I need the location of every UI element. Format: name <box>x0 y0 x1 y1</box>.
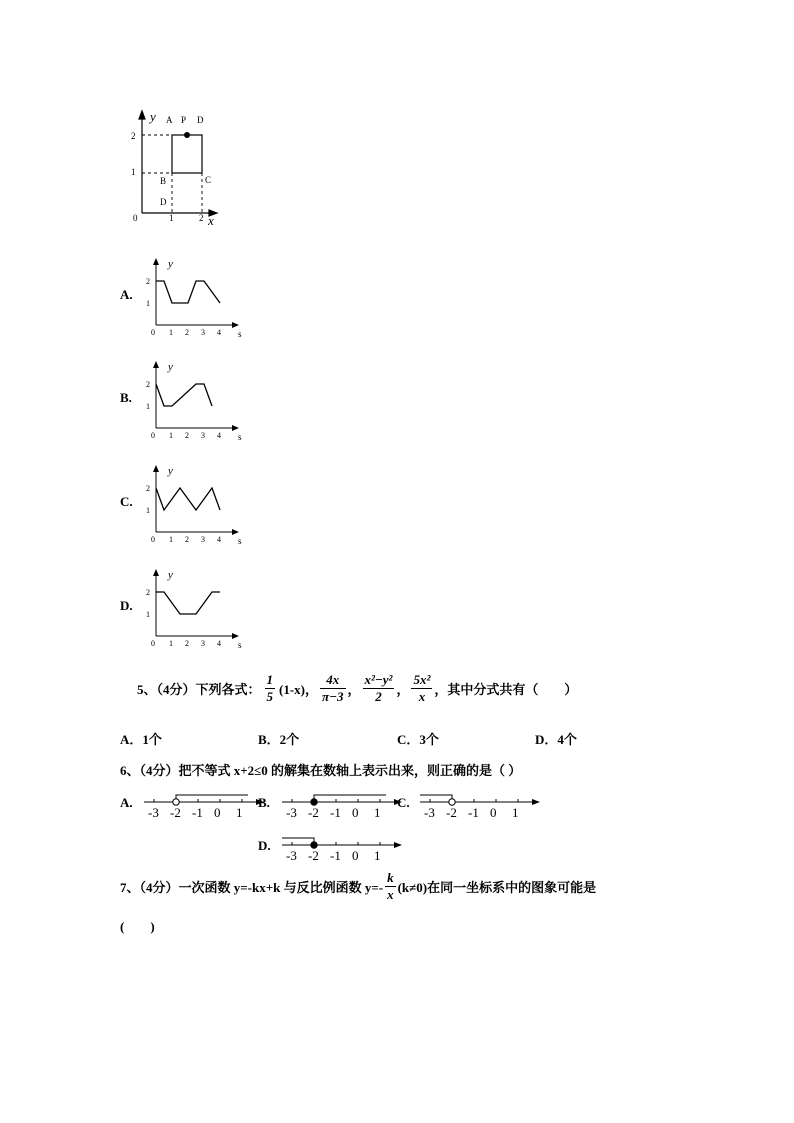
tick-x: 2 <box>185 639 189 648</box>
tick-x: 1 <box>169 535 173 544</box>
tick-label: 1 <box>374 805 381 820</box>
y-arrow <box>139 111 145 119</box>
q4-option-c-graph <box>140 462 250 544</box>
tick-y: 2 <box>146 484 150 493</box>
tick-label: 0 <box>352 848 359 863</box>
tick-x: 4 <box>217 535 221 544</box>
tick-label: -3 <box>286 848 297 863</box>
label-b: B <box>160 176 167 186</box>
label-a: A <box>166 115 173 125</box>
y-label: y <box>168 361 173 373</box>
svg-text:2: 2 <box>131 131 136 141</box>
q4-option-a-label[interactable]: A. <box>120 287 133 302</box>
y-arrow <box>153 465 159 472</box>
solution-ray <box>176 795 248 802</box>
y-label: y <box>168 258 173 270</box>
q6-option-d-label[interactable]: D. <box>258 838 271 853</box>
tick-label: -1 <box>330 848 341 863</box>
q7-paren: ( ) <box>120 919 155 934</box>
x-label: s <box>238 432 242 440</box>
q4-option-a-graph <box>140 255 250 337</box>
y-arrow <box>153 361 159 368</box>
tick-x: 4 <box>217 328 221 337</box>
label-d: D <box>197 115 204 125</box>
tick-x: 3 <box>201 328 205 337</box>
q6-text: 6、（4分）把不等式 x+2≤0 的解集在数轴上表示出来，则正确的是（ ） <box>120 763 522 778</box>
series-line <box>156 592 220 614</box>
x-arrow <box>232 322 239 328</box>
svg-text:2: 2 <box>199 213 204 223</box>
tick-x: 2 <box>185 328 189 337</box>
tick-x: 0 <box>151 431 155 440</box>
series-line <box>156 281 220 303</box>
x-label: s <box>238 536 242 544</box>
x-arrow <box>232 633 239 639</box>
y-label: y <box>168 569 173 581</box>
point-p <box>184 132 190 138</box>
q6-option-a-label[interactable]: A. <box>120 795 133 810</box>
main-figure <box>120 105 230 230</box>
tick-x: 0 <box>151 328 155 337</box>
q5-option-a[interactable]: A．1个 <box>120 732 162 747</box>
x-arrow <box>232 529 239 535</box>
tick-label: -1 <box>192 805 203 820</box>
tick-label: -2 <box>308 848 319 863</box>
tick-x: 3 <box>201 535 205 544</box>
tick-x: 1 <box>169 431 173 440</box>
axis-arrow <box>394 842 402 848</box>
square-abcd <box>172 135 202 173</box>
tick-label: -2 <box>170 805 181 820</box>
q6-option-c-numberline <box>418 790 543 822</box>
tick-x: 0 <box>151 639 155 648</box>
tick-y: 1 <box>146 506 150 515</box>
series-line <box>156 488 220 510</box>
tick-x: 4 <box>217 431 221 440</box>
open-circle <box>173 799 179 805</box>
tick-label: -3 <box>148 805 159 820</box>
tick-x: 3 <box>201 431 205 440</box>
tick-y: 2 <box>146 277 150 286</box>
x-label: s <box>238 640 242 648</box>
y-arrow <box>153 258 159 265</box>
tick-y: 2 <box>146 588 150 597</box>
tick-label: 0 <box>490 805 497 820</box>
q6-option-d-numberline <box>280 833 405 865</box>
svg-text:1: 1 <box>131 167 136 177</box>
axis-arrow <box>532 799 540 805</box>
closed-circle <box>311 842 317 848</box>
series-line <box>156 384 212 406</box>
q5-option-c[interactable]: C．3个 <box>397 732 439 747</box>
y-arrow <box>153 569 159 576</box>
q4-option-b-label[interactable]: B. <box>120 390 132 405</box>
open-circle <box>449 799 455 805</box>
tick-label: -2 <box>446 805 457 820</box>
q4-option-d-label[interactable]: D. <box>120 598 133 613</box>
solution-ray <box>282 838 314 845</box>
x-arrow <box>232 425 239 431</box>
label-p: P <box>181 115 187 125</box>
y-label: y <box>168 465 173 477</box>
solution-ray <box>314 795 386 802</box>
closed-circle <box>311 799 317 805</box>
x-label: s <box>238 329 242 337</box>
tick-label: 0 <box>214 805 221 820</box>
q5-option-d[interactable]: D．4个 <box>535 732 577 747</box>
tick-label: -1 <box>330 805 341 820</box>
tick-x: 4 <box>217 639 221 648</box>
q5-option-b[interactable]: B．2个 <box>258 732 300 747</box>
tick-x: 1 <box>169 639 173 648</box>
tick-x: 1 <box>169 328 173 337</box>
tick-label: 0 <box>352 805 359 820</box>
q5-line: 5、（4分）下列各式： $\frac{1}{5}$ (1-x)， $\frac{4x}{\pi-3}$ ， $\frac{\text{x²−y²}}{2}$ ， $\frac{\text{5x²}}{x}$ ，其中分式共有（ ） <box>137 671 578 704</box>
tick-label: -3 <box>286 805 297 820</box>
tick-label: -1 <box>468 805 479 820</box>
tick-y: 1 <box>146 610 150 619</box>
tick-label: 1 <box>374 848 381 863</box>
tick-label: -3 <box>424 805 435 820</box>
tick-y: 2 <box>146 380 150 389</box>
svg-text:1: 1 <box>169 213 174 223</box>
q6-option-b-numberline <box>280 790 405 822</box>
tick-y: 1 <box>146 299 150 308</box>
tick-x: 2 <box>185 431 189 440</box>
q4-option-b-graph <box>140 358 250 440</box>
q4-option-d-graph <box>140 566 250 648</box>
q4-option-c-label[interactable]: C. <box>120 494 133 509</box>
tick-x: 0 <box>151 535 155 544</box>
q6-option-a-numberline <box>142 790 267 822</box>
tick-label: -2 <box>308 805 319 820</box>
tick-label: 1 <box>236 805 243 820</box>
y-label: y <box>150 109 156 124</box>
tick-y: 1 <box>146 402 150 411</box>
label-c: C <box>205 175 212 185</box>
svg-text:0: 0 <box>133 213 138 223</box>
tick-x: 3 <box>201 639 205 648</box>
q6-option-b-label[interactable]: B. <box>258 795 270 810</box>
label-d2: D <box>160 197 167 207</box>
solution-ray <box>420 795 452 802</box>
q6-option-c-label[interactable]: C. <box>397 795 410 810</box>
tick-label: 1 <box>512 805 519 820</box>
q7-line: 7、（4分）一次函数 y=-kx+k 与反比例函数 y=- $\frac{k}{x}$ (k≠0)在同一坐标系中的图象可能是 <box>120 869 597 902</box>
x-label: x <box>208 213 214 228</box>
tick-x: 2 <box>185 535 189 544</box>
